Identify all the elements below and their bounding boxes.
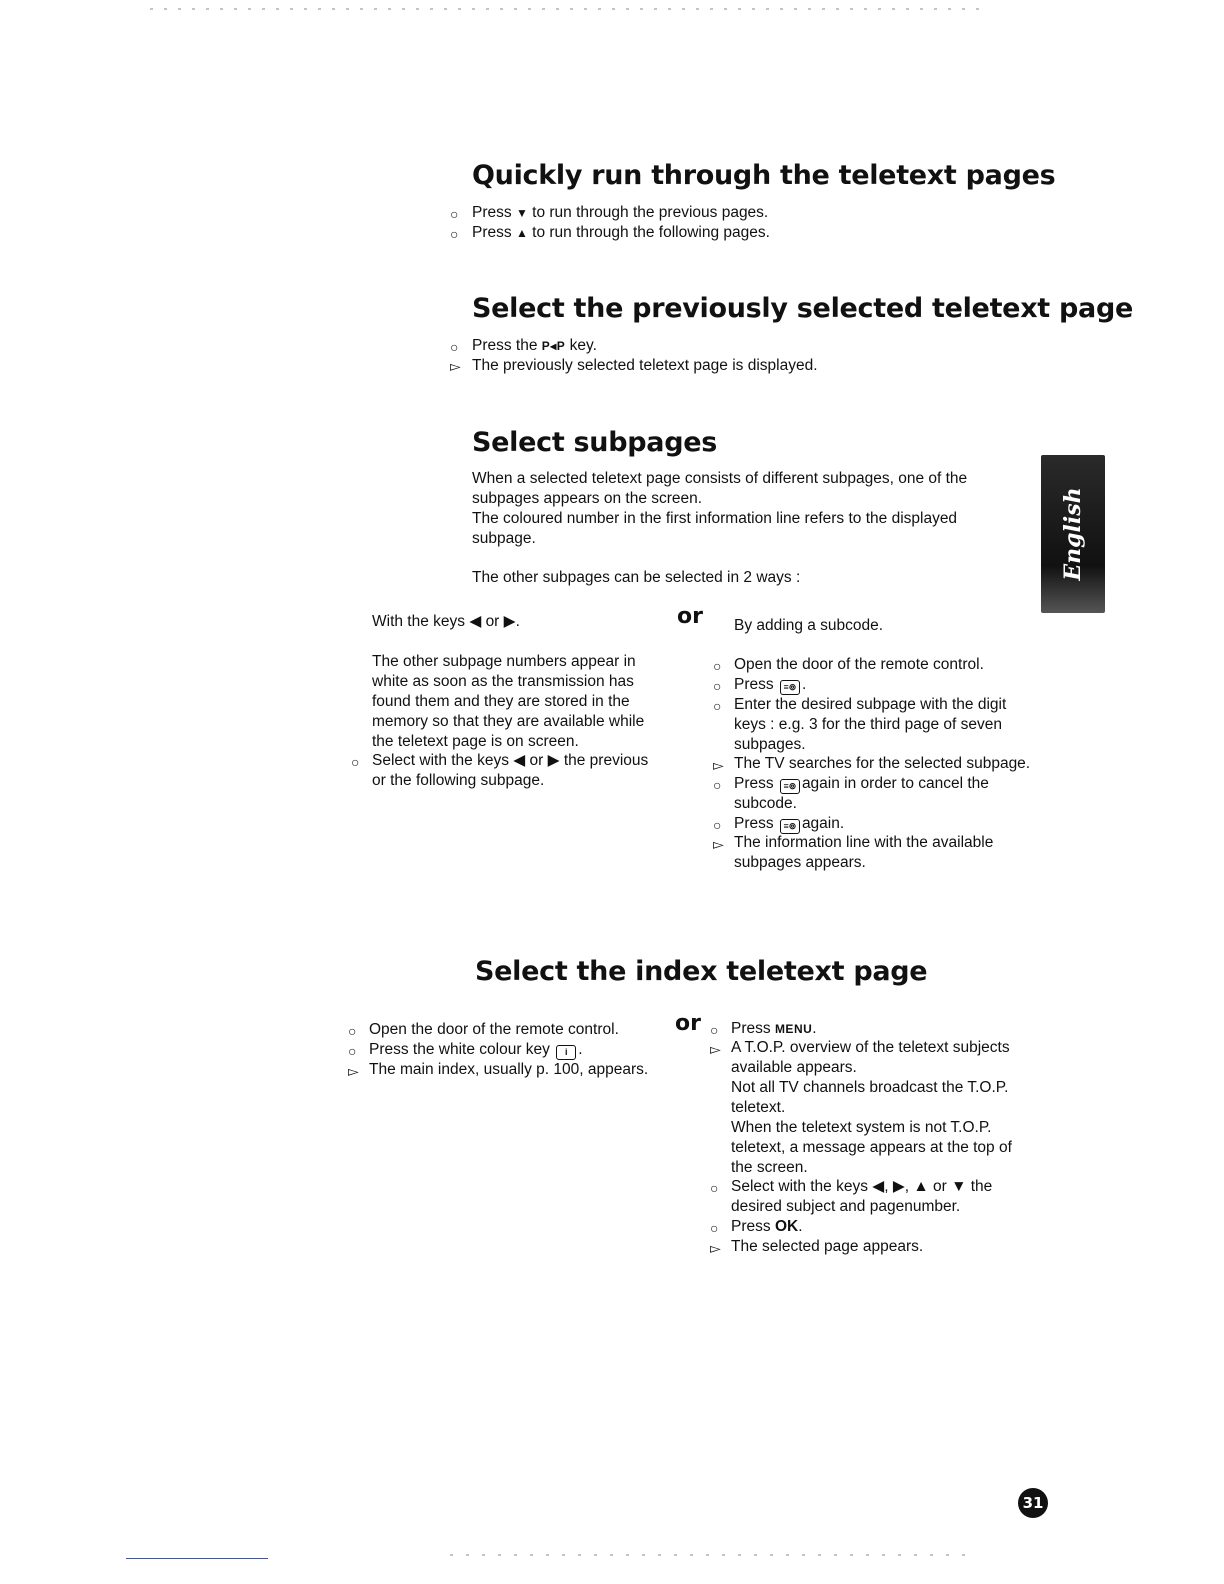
subpages-left-heading: With the keys ◀ or ▶. <box>372 613 520 630</box>
index-open-door: Open the door of the remote control. <box>369 1021 619 1038</box>
subpages-left-paragraph: The other subpage numbers appear in white as soon as the transmission has found them and they are stored in the memory so that they are available while the teletext page is on screen. <box>372 653 645 750</box>
right-tv-searches: The TV searches for the selected subpage. <box>734 755 1031 772</box>
right-open-door: Open the door of the remote control. <box>734 656 984 673</box>
previous-item-1: Press the P◂P key. <box>472 337 597 354</box>
heading-previous-page: Select the previously selected teletext page <box>472 293 1133 324</box>
circle-bullet-icon: ○ <box>710 1220 719 1236</box>
circle-bullet-icon: ○ <box>348 1023 357 1039</box>
right-press-again: Press ≡⊚ again. <box>734 815 845 832</box>
heading-subpages: Select subpages <box>472 427 718 458</box>
index-white-key: Press the white colour key i . <box>369 1041 583 1058</box>
right-press-again-cancel: Press ≡⊚ again in order to cancel the subcode. <box>734 775 989 812</box>
info-key-icon: i <box>556 1045 576 1060</box>
arrow-bullet-icon: ▻ <box>710 1240 721 1256</box>
heading-index-page: Select the index teletext page <box>475 956 928 987</box>
circle-bullet-icon: ○ <box>351 754 360 770</box>
arrow-bullet-icon: ▻ <box>713 836 724 852</box>
arrow-bullet-icon: ▻ <box>450 358 461 374</box>
subpages-intro: When a selected teletext page consists of different subpages, one of the subpages appears on the screen. The coloured number in the first information line refers to the displayed subpage. <box>472 470 968 547</box>
previous-item-2: The previously selected teletext page is displayed. <box>472 357 818 374</box>
subpages-ways: The other subpages can be selected in 2 ways : <box>472 569 801 586</box>
scan-noise-top <box>150 8 980 10</box>
subcode-key-icon: ≡⊚ <box>780 779 800 794</box>
index-main-index: The main index, usually p. 100, appears. <box>369 1061 649 1078</box>
footer-rule <box>126 1558 268 1559</box>
circle-bullet-icon: ○ <box>710 1022 719 1038</box>
heading-quick-run: Quickly run through the teletext pages <box>472 160 1056 191</box>
circle-bullet-icon: ○ <box>713 658 722 674</box>
right-info-line: The information line with the available subpages appears. <box>734 834 994 871</box>
ok-key-label: OK <box>774 1218 799 1235</box>
language-tab <box>1041 455 1105 613</box>
index-top-overview: A T.O.P. overview of the teletext subjects available appears. Not all TV channels broadcast the T.O.P. teletext. When the teletext system is not T.O.P. teletext, a message appears at the top of the screen. <box>731 1039 1012 1176</box>
menu-key-label: MENU <box>774 1022 813 1036</box>
down-arrow-icon: ▼ <box>515 206 528 220</box>
circle-bullet-icon: ○ <box>713 698 722 714</box>
index-selected-page: The selected page appears. <box>731 1238 924 1255</box>
or-separator: or <box>677 604 703 629</box>
subcode-key-icon: ≡⊚ <box>780 680 800 695</box>
arrow-bullet-icon: ▻ <box>710 1041 721 1057</box>
subpages-right-heading: By adding a subcode. <box>734 617 884 634</box>
index-select-keys: Select with the keys ◀, ▶, ▲ or ▼ the desired subject and pagenumber. <box>731 1178 993 1215</box>
arrow-bullet-icon: ▻ <box>348 1063 359 1079</box>
circle-bullet-icon: ○ <box>710 1180 719 1196</box>
circle-bullet-icon: ○ <box>713 817 722 833</box>
right-enter-subpage: Enter the desired subpage with the digit keys : e.g. 3 for the third page of seven subpages. <box>734 696 1007 753</box>
circle-bullet-icon: ○ <box>348 1043 357 1059</box>
subcode-key-icon: ≡⊚ <box>780 819 800 834</box>
or-separator: or <box>675 1011 701 1036</box>
language-tab-label: English <box>1060 487 1086 581</box>
circle-bullet-icon: ○ <box>450 339 459 355</box>
up-arrow-icon: ▲ <box>515 226 528 240</box>
circle-bullet-icon: ○ <box>450 226 459 242</box>
index-press-menu: Press MENU. <box>731 1020 817 1037</box>
circle-bullet-icon: ○ <box>713 777 722 793</box>
page-number-badge: 31 <box>1018 1488 1048 1518</box>
circle-bullet-icon: ○ <box>713 678 722 694</box>
subpages-left-item: Select with the keys ◀ or ▶ the previous or the following subpage. <box>372 752 649 789</box>
right-press-subcode: Press ≡⊚ . <box>734 676 807 693</box>
circle-bullet-icon: ○ <box>450 206 459 222</box>
index-press-ok: Press OK. <box>731 1218 803 1235</box>
pp-key-icon: P◂P <box>541 339 566 353</box>
arrow-bullet-icon: ▻ <box>713 757 724 773</box>
scan-noise-bottom <box>450 1554 970 1556</box>
